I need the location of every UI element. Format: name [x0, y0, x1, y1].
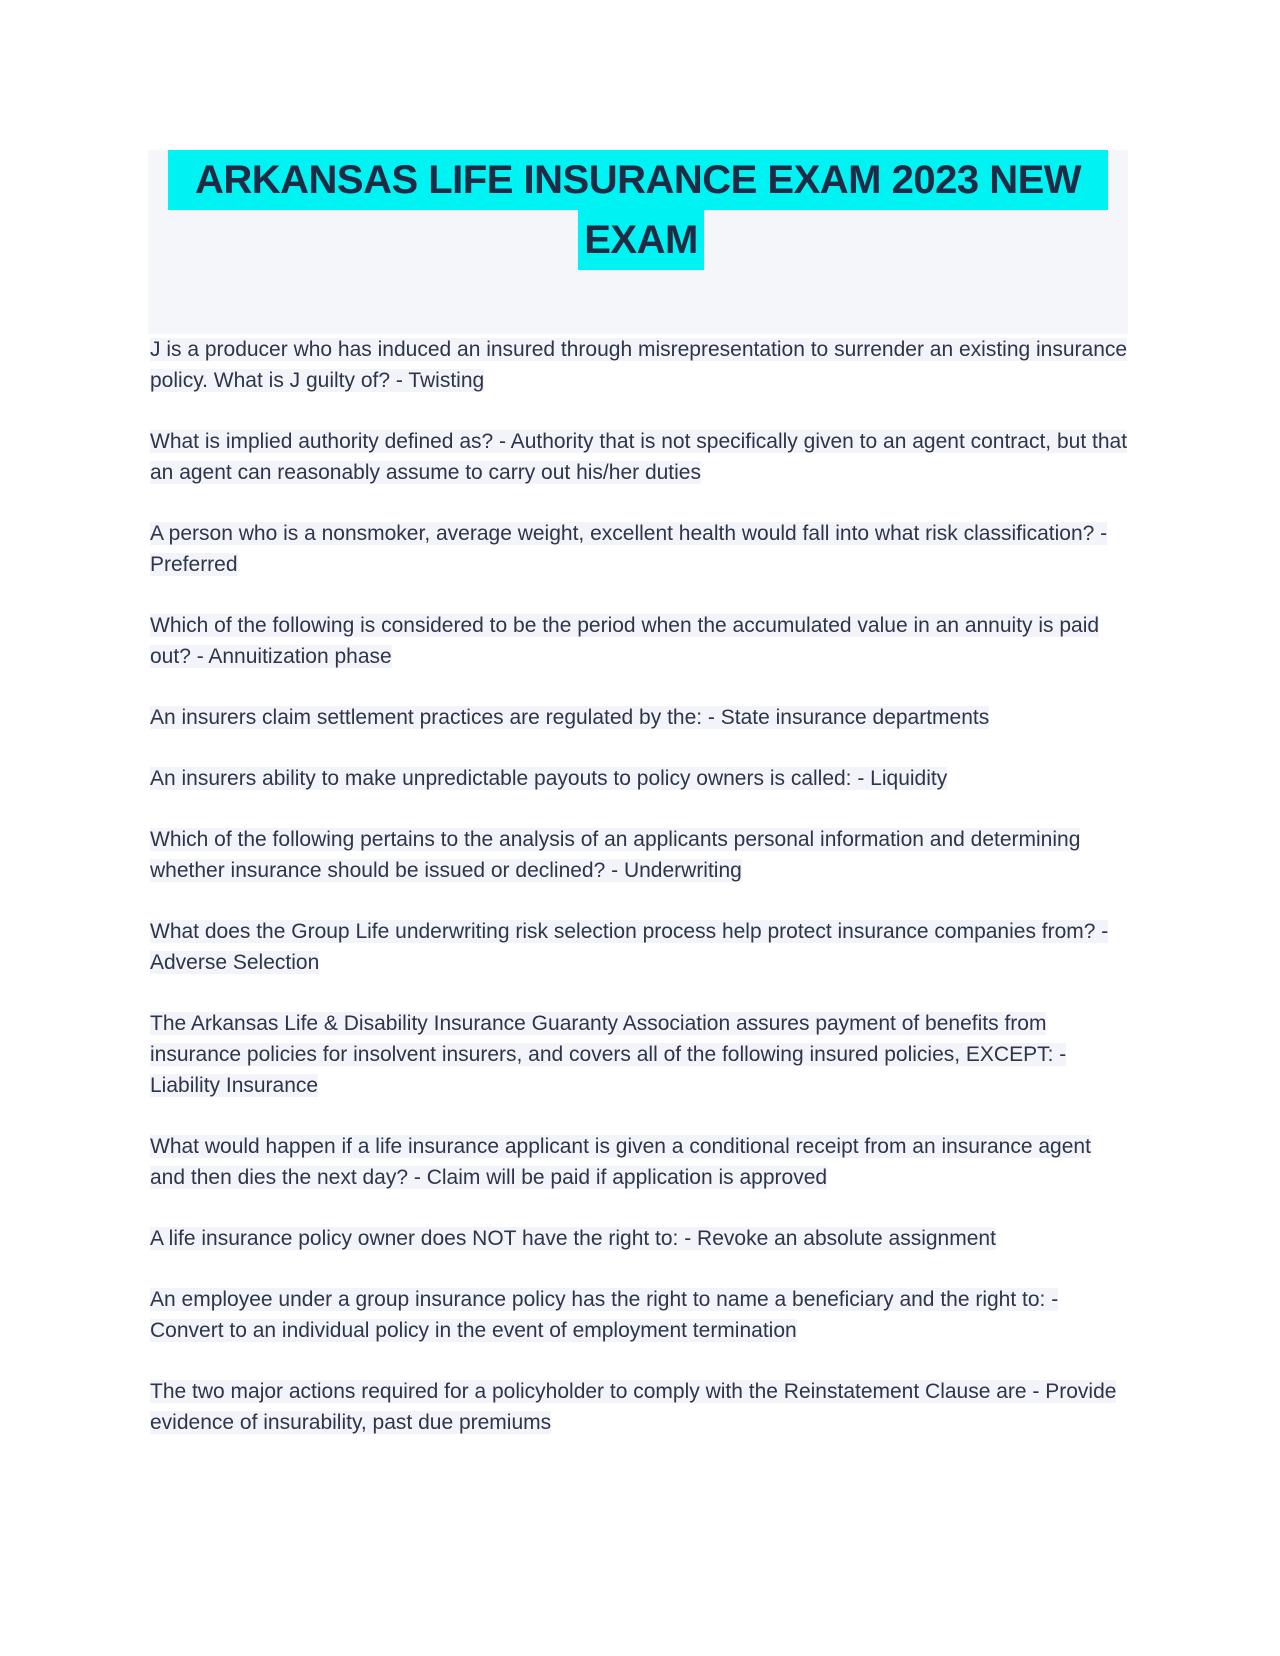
qa-item-5 — [150, 702, 1130, 733]
qa-list — [150, 334, 1130, 1468]
qa-item-8 — [150, 916, 1130, 978]
qa-text: The two major actions required for a policyholder to comply with the Reinstatement Clause are - Provide evidence of insurability, past due premiums — [150, 1380, 1117, 1434]
qa-text: Which of the following is considered to be the period when the accumulated value in an annuity is paid out? - Annuitization phase — [150, 614, 1100, 668]
qa-text: What would happen if a life insurance applicant is given a conditional receipt from an insurance agent and then dies the next day? - Claim will be paid if application is approved — [150, 1135, 1091, 1189]
qa-item-13 — [150, 1376, 1130, 1438]
qa-item-10 — [150, 1131, 1130, 1193]
qa-item-11 — [150, 1223, 1130, 1254]
title-block — [148, 150, 1128, 334]
qa-item-9 — [150, 1008, 1130, 1101]
qa-text: The Arkansas Life & Disability Insurance Guaranty Association assures payment of benefits from insurance policies for insolvent insurers, and covers all of the following insured policies, EXCEPT: - Liability Insurance — [150, 1012, 1067, 1097]
qa-text: A life insurance policy owner does NOT have the right to: - Revoke an absolute assignment — [150, 1227, 996, 1250]
qa-text: An employee under a group insurance policy has the right to name a beneficiary and the right to: - Convert to an individual policy in the event of employment termination — [150, 1288, 1059, 1342]
qa-text: An insurers claim settlement practices are regulated by the: - State insurance departments — [150, 706, 990, 729]
qa-item-12 — [150, 1284, 1130, 1346]
qa-text: J is a producer who has induced an insured through misrepresentation to surrender an existing insurance policy. What is J guilty of? - Twisting — [150, 338, 1128, 392]
qa-text: An insurers ability to make unpredictable payouts to policy owners is called: - Liquidity — [150, 767, 948, 790]
qa-text: A person who is a nonsmoker, average weight, excellent health would fall into what risk classification? - Preferred — [150, 522, 1108, 576]
qa-text: What does the Group Life underwriting risk selection process help protect insurance companies from? - Adverse Selection — [150, 920, 1109, 974]
qa-item-3 — [150, 518, 1130, 580]
qa-item-6 — [150, 763, 1130, 794]
qa-text: What is implied authority defined as? - Authority that is not specifically given to an agent contract, but that an agent can reasonably assume to carry out his/her duties — [150, 430, 1128, 484]
qa-item-2 — [150, 426, 1130, 488]
qa-item-1 — [150, 334, 1130, 396]
qa-item-4 — [150, 610, 1130, 672]
page-title-line-2: EXAM — [578, 210, 704, 270]
qa-text: Which of the following pertains to the analysis of an applicants personal information and determining whether insurance should be issued or declined? - Underwriting — [150, 828, 1081, 882]
page-title-line-1: ARKANSAS LIFE INSURANCE EXAM 2023 NEW — [168, 150, 1108, 210]
qa-item-7 — [150, 824, 1130, 886]
